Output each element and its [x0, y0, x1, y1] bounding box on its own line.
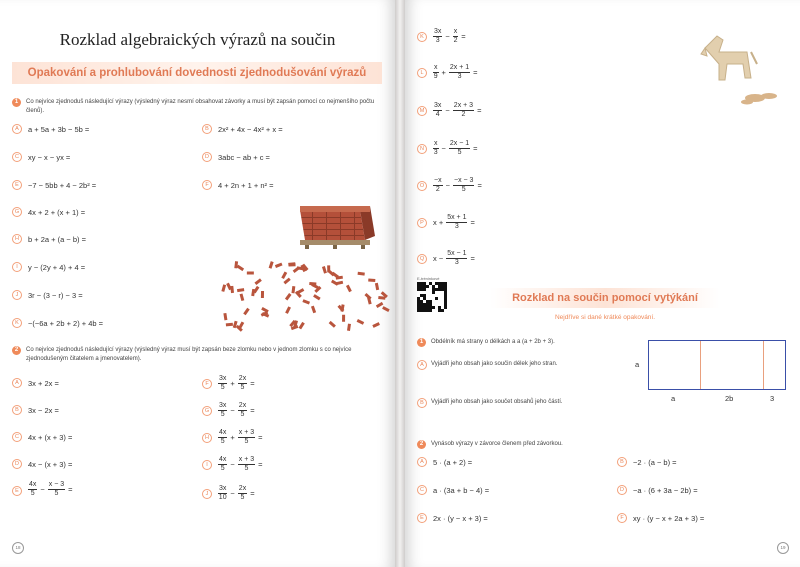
- qr-module: [435, 297, 438, 300]
- qr-module: [417, 282, 420, 285]
- numerator: 3x: [434, 102, 442, 109]
- numerator: 3x: [219, 485, 227, 492]
- brick: [283, 278, 290, 285]
- qr-module: [420, 282, 423, 285]
- qr-module: [444, 291, 447, 294]
- denominator: 5: [220, 384, 225, 391]
- operator: −: [230, 460, 235, 469]
- qr-module: [432, 291, 435, 294]
- rectangle-diagram: [648, 340, 786, 390]
- qr-module: [420, 294, 423, 297]
- expression: xy − x − yx =: [28, 153, 71, 162]
- brick: [347, 324, 351, 331]
- numerator: x − 3: [48, 481, 65, 488]
- brick: [372, 322, 380, 328]
- divider-line: [700, 341, 701, 389]
- qr-module: [426, 285, 429, 288]
- brick: [275, 263, 283, 268]
- denominator: 3: [433, 149, 438, 156]
- qr-module: [429, 303, 432, 306]
- numerator: 2x − 1: [449, 140, 470, 147]
- item-label: K: [12, 318, 22, 328]
- expression: 3r − (3 − r) − 3 =: [28, 291, 83, 300]
- expression: 3abc − ab + c =: [218, 153, 270, 162]
- qr-module: [444, 288, 447, 291]
- qr-module: [426, 306, 429, 309]
- fraction-expression: [433, 28, 466, 45]
- fraction: [446, 250, 467, 267]
- expression: 5 · (a + 2) =: [433, 458, 473, 467]
- wooden-horse-illustration: [685, 18, 795, 113]
- brick: [223, 313, 227, 320]
- section-band: Rozklad na součin pomocí vytýkání: [490, 288, 720, 308]
- item-label: L: [417, 68, 427, 78]
- qr-caption: E-tréninkové: [417, 276, 440, 281]
- expression: 3x − 2x =: [28, 406, 59, 415]
- operator: −: [40, 485, 45, 494]
- equals-sign: =: [473, 68, 478, 77]
- fraction-expression: [433, 250, 475, 267]
- brick: [240, 293, 245, 301]
- fraction-expression: [433, 214, 475, 231]
- qr-module: [441, 288, 444, 291]
- denominator: 3: [457, 73, 462, 80]
- page-number: 19: [777, 542, 789, 554]
- qr-module: [441, 282, 444, 285]
- equals-sign: =: [258, 433, 263, 442]
- denominator: 5: [30, 490, 35, 497]
- denominator: 2: [461, 111, 466, 118]
- denominator: 5: [457, 149, 462, 156]
- brick-pallet-illustration: [215, 200, 390, 340]
- brick: [281, 271, 287, 279]
- exercise-line: Vyjádři jeho obsah jako součin délek jeho stran.: [431, 361, 558, 367]
- numerator: 2x: [238, 375, 247, 382]
- denominator: 5: [220, 438, 225, 445]
- item-label: F: [202, 180, 212, 190]
- numerator: −x: [434, 177, 442, 184]
- numerator: x: [434, 64, 438, 71]
- qr-module: [429, 306, 432, 309]
- denominator: 5: [240, 494, 245, 501]
- item-label: I: [202, 460, 212, 470]
- brick: [329, 321, 336, 328]
- numerator: x: [434, 140, 438, 147]
- qr-module: [432, 288, 435, 291]
- exercise-instruction: Co nejvíce zjednoduš následující výrazy (výsledný výraz musí být zapsán beze zlomku nebo v jednom zlomku s co nejvíce zjednodušeným čitatelem a jmenovatelem).: [26, 347, 352, 362]
- item-label: B: [202, 124, 212, 134]
- brick: [237, 288, 244, 292]
- item-label: J: [202, 489, 212, 499]
- equals-sign: =: [477, 106, 482, 115]
- brick: [309, 282, 316, 285]
- fraction: [453, 28, 459, 45]
- numerator: 5x + 1: [447, 214, 467, 221]
- qr-module: [417, 288, 420, 291]
- item-label: F: [202, 379, 212, 389]
- fraction: [433, 28, 442, 45]
- brick: [261, 291, 264, 298]
- left-page: [0, 0, 395, 567]
- qr-module: [417, 309, 420, 312]
- qr-module: [417, 306, 420, 309]
- qr-module: [417, 303, 420, 306]
- fraction: [453, 102, 474, 119]
- numerator: x + 3: [238, 456, 255, 463]
- qr-module: [417, 300, 420, 303]
- operator: +: [230, 433, 235, 442]
- denominator: 2: [435, 186, 440, 193]
- item-label: M: [417, 106, 427, 116]
- item-label: E: [12, 486, 22, 496]
- fraction-expression: [433, 64, 478, 81]
- brick: [346, 285, 352, 293]
- expression: 2x · (y − x + 3) =: [433, 514, 488, 523]
- item-label: B: [417, 398, 427, 408]
- fraction: [218, 456, 227, 473]
- equals-sign: =: [461, 32, 466, 41]
- item-label: E: [417, 513, 427, 523]
- qr-module: [423, 294, 426, 297]
- brick: [376, 302, 384, 308]
- equals-sign: =: [250, 489, 255, 498]
- qr-module: [444, 303, 447, 306]
- fraction: [218, 429, 227, 446]
- qr-module: [438, 288, 441, 291]
- item-label: B: [12, 405, 22, 415]
- operator: −: [230, 406, 235, 415]
- brick: [302, 299, 310, 304]
- fraction: [238, 375, 247, 392]
- item-label: C: [417, 485, 427, 495]
- qr-module: [423, 297, 426, 300]
- exercise-number: 1: [12, 98, 21, 107]
- expression: 2x² + 4x − 4x² + x =: [218, 125, 283, 134]
- fraction-expression: [218, 375, 255, 392]
- item-label: A: [417, 457, 427, 467]
- operator: −: [445, 181, 450, 190]
- expression: 3x + 2x =: [28, 379, 59, 388]
- equals-sign: =: [250, 406, 255, 415]
- qr-module: [420, 306, 423, 309]
- item-label: I: [12, 262, 22, 272]
- operator: −: [441, 144, 446, 153]
- brick: [285, 306, 291, 314]
- brick: [368, 279, 375, 283]
- qr-module: [426, 303, 429, 306]
- qr-module: [441, 285, 444, 288]
- item-label: A: [12, 124, 22, 134]
- qr-module: [438, 282, 441, 285]
- numerator: 3x: [219, 375, 227, 382]
- fraction: [433, 177, 443, 194]
- qr-module: [429, 309, 432, 312]
- fraction: [449, 140, 470, 157]
- equals-sign: =: [470, 218, 475, 227]
- item-label: K: [417, 32, 427, 42]
- item-label: C: [12, 432, 22, 442]
- brick: [243, 308, 250, 315]
- qr-module: [438, 309, 441, 312]
- term: x −: [433, 254, 444, 263]
- fraction: [218, 402, 227, 419]
- denominator: 5: [220, 465, 225, 472]
- expression: b + 2a + (a − b) =: [28, 235, 86, 244]
- qr-module: [423, 282, 426, 285]
- item-label: Q: [417, 254, 427, 264]
- expression: 4x − (x + 3) =: [28, 460, 73, 469]
- section-band: Opakování a prohlubování dovednosti zjednodušování výrazů: [12, 62, 382, 84]
- qr-module: [426, 300, 429, 303]
- expression: 4x + 2 + (x + 1) =: [28, 208, 86, 217]
- qr-module: [423, 285, 426, 288]
- denominator: 5: [240, 411, 245, 418]
- fraction-expression: [218, 402, 255, 419]
- expression: −7 − 5bb + 4 − 2b² =: [28, 181, 97, 190]
- equals-sign: =: [250, 379, 255, 388]
- fraction-expression: [433, 102, 481, 119]
- denominator: 5: [461, 186, 466, 193]
- qr-module: [423, 288, 426, 291]
- item-label: G: [12, 207, 22, 217]
- brick: [322, 266, 327, 274]
- qr-module: [420, 300, 423, 303]
- exercise-number: 2: [12, 346, 21, 355]
- brick: [311, 306, 316, 314]
- brick: [293, 266, 300, 273]
- fraction: [446, 214, 467, 231]
- denominator: 5: [240, 384, 245, 391]
- item-label: J: [12, 290, 22, 300]
- fraction: [218, 375, 227, 392]
- page-number: 18: [12, 542, 24, 554]
- qr-module: [429, 300, 432, 303]
- fraction-expression: [218, 456, 263, 473]
- numerator: −x − 3: [453, 177, 474, 184]
- qr-module: [441, 309, 444, 312]
- qr-module: [444, 282, 447, 285]
- item-label: D: [202, 152, 212, 162]
- expression: −2 · (a − b) =: [633, 458, 677, 467]
- operator: +: [230, 379, 235, 388]
- numerator: 5x − 1: [447, 250, 467, 257]
- item-label: D: [12, 459, 22, 469]
- brick: [230, 286, 234, 293]
- fraction: [238, 429, 255, 446]
- fraction: [238, 402, 247, 419]
- brick: [342, 315, 345, 322]
- item-label: F: [617, 513, 627, 523]
- brick: [291, 286, 295, 293]
- fraction-expression: [218, 429, 263, 446]
- denominator: 5: [244, 465, 249, 472]
- qr-module: [420, 285, 423, 288]
- fraction: [238, 456, 255, 473]
- numerator: 4x: [219, 456, 227, 463]
- qr-module: [435, 282, 438, 285]
- fraction: [218, 485, 227, 502]
- operator: +: [441, 68, 446, 77]
- numerator: 2x + 1: [449, 64, 470, 71]
- brick: [288, 262, 295, 266]
- brick: [285, 293, 292, 300]
- brick: [313, 294, 321, 300]
- qr-module: [435, 288, 438, 291]
- qr-module: [432, 285, 435, 288]
- denominator: 3: [435, 37, 440, 44]
- denominator: 4: [435, 111, 440, 118]
- item-label: A: [12, 378, 22, 388]
- brick: [382, 306, 390, 312]
- qr-module: [417, 297, 420, 300]
- numerator: 3x: [219, 402, 227, 409]
- item-label: H: [202, 433, 212, 443]
- qr-module: [444, 294, 447, 297]
- expression: −a · (6 + 3a − 2b) =: [633, 486, 698, 495]
- brick: [375, 283, 379, 290]
- diagram-bottom-label: 3: [770, 394, 775, 403]
- section-subtitle: Nejdříve si dané krátké opakování.: [554, 314, 656, 321]
- brick: [336, 281, 343, 285]
- brick: [357, 319, 365, 325]
- exercise-number: 1: [417, 338, 426, 347]
- qr-module: [438, 306, 441, 309]
- term: x +: [433, 218, 444, 227]
- fraction: [28, 481, 37, 498]
- exercise-line: Vyjádři jeho obsah jako součet obsahů jeho částí.: [431, 399, 563, 405]
- qr-module: [444, 306, 447, 309]
- qr-module: [429, 282, 432, 285]
- brick: [299, 322, 305, 330]
- item-label: D: [617, 485, 627, 495]
- page-title: Rozklad algebraických výrazů na součin: [59, 30, 336, 49]
- numerator: 4x: [219, 429, 227, 436]
- brick: [226, 323, 233, 327]
- item-label: B: [617, 457, 627, 467]
- item-label: P: [417, 218, 427, 228]
- brick: [237, 265, 244, 271]
- denominator: 3: [454, 223, 459, 230]
- fraction: [449, 64, 470, 81]
- fraction-expression: [218, 485, 255, 502]
- denominator: 2: [453, 37, 458, 44]
- brick: [238, 321, 244, 329]
- qr-code[interactable]: [417, 282, 447, 312]
- qr-module: [423, 306, 426, 309]
- fraction: [433, 64, 439, 81]
- exercise-number: 2: [417, 440, 426, 449]
- expression: 4x + (x + 3) =: [28, 433, 73, 442]
- exercise-line: Obdélník má strany o délkách a a (a + 2b + 3).: [431, 339, 555, 345]
- brick: [269, 261, 274, 269]
- numerator: x + 3: [238, 429, 255, 436]
- divider-line: [763, 341, 764, 389]
- numerator: 4x: [29, 481, 37, 488]
- brick: [358, 272, 365, 276]
- numerator: 2x: [238, 485, 247, 492]
- qr-module: [423, 303, 426, 306]
- diagram-bottom-label: a: [671, 394, 676, 403]
- fraction-expression: [28, 481, 73, 498]
- expression: 4 + 2n + 1 + n² =: [218, 181, 274, 190]
- fraction-expression: [433, 177, 482, 194]
- item-label: A: [417, 360, 427, 370]
- exercise-instruction: Co nejvíce zjednoduš následující výrazy (výsledný výraz nesmí obsahovat závorky a musí být zapsán pomocí co nejmenšího počtu členů).: [26, 99, 375, 114]
- qr-module: [423, 309, 426, 312]
- item-label: E: [12, 180, 22, 190]
- equals-sign: =: [477, 181, 482, 190]
- item-label: C: [12, 152, 22, 162]
- denominator: 5: [54, 490, 59, 497]
- qr-module: [444, 285, 447, 288]
- diagram-side-label: a: [635, 360, 640, 369]
- qr-module: [432, 306, 435, 309]
- expression: a + 5a + 3b − 5b =: [28, 125, 90, 134]
- denominator: 5: [244, 438, 249, 445]
- qr-module: [444, 300, 447, 303]
- fraction: [48, 481, 65, 498]
- expression: y − (2y + 4) + 4 =: [28, 263, 86, 272]
- qr-module: [444, 297, 447, 300]
- fraction: [433, 140, 439, 157]
- equals-sign: =: [473, 144, 478, 153]
- diagram-bottom-label: 2b: [725, 394, 734, 403]
- denominator: 3: [454, 259, 459, 266]
- item-label: O: [417, 181, 427, 191]
- numerator: 2x: [238, 402, 247, 409]
- expression: −(−6a + 2b + 2) + 4b =: [28, 319, 104, 328]
- brick: [221, 284, 226, 292]
- qr-module: [420, 288, 423, 291]
- exercise-instruction: Vynásob výrazy v závorce členem před závorkou.: [431, 441, 563, 447]
- item-label: G: [202, 406, 212, 416]
- fraction-expression: [433, 140, 478, 157]
- equals-sign: =: [470, 254, 475, 263]
- denominator: 9: [433, 73, 438, 80]
- qr-module: [420, 303, 423, 306]
- fraction: [453, 177, 474, 194]
- expression: a · (3a + b − 4) =: [433, 486, 490, 495]
- numerator: x: [453, 28, 458, 35]
- qr-module: [420, 309, 423, 312]
- fraction: [433, 102, 442, 119]
- brick: [247, 272, 254, 275]
- book-gutter: [395, 0, 405, 567]
- fraction: [238, 485, 247, 502]
- item-label: H: [12, 234, 22, 244]
- qr-module: [426, 309, 429, 312]
- denominator: 5: [220, 411, 225, 418]
- equals-sign: =: [258, 460, 263, 469]
- numerator: 3x: [434, 28, 442, 35]
- numerator: 2x + 3: [453, 102, 474, 109]
- qr-module: [417, 285, 420, 288]
- equals-sign: =: [68, 485, 73, 494]
- brick: [254, 278, 261, 285]
- qr-module: [438, 285, 441, 288]
- operator: −: [230, 489, 235, 498]
- operator: −: [445, 106, 450, 115]
- expression: xy · (y − x + 2a + 3) =: [633, 514, 705, 523]
- denominator: 10: [218, 494, 227, 501]
- operator: −: [445, 32, 450, 41]
- right-page: [405, 0, 800, 567]
- item-label: N: [417, 144, 427, 154]
